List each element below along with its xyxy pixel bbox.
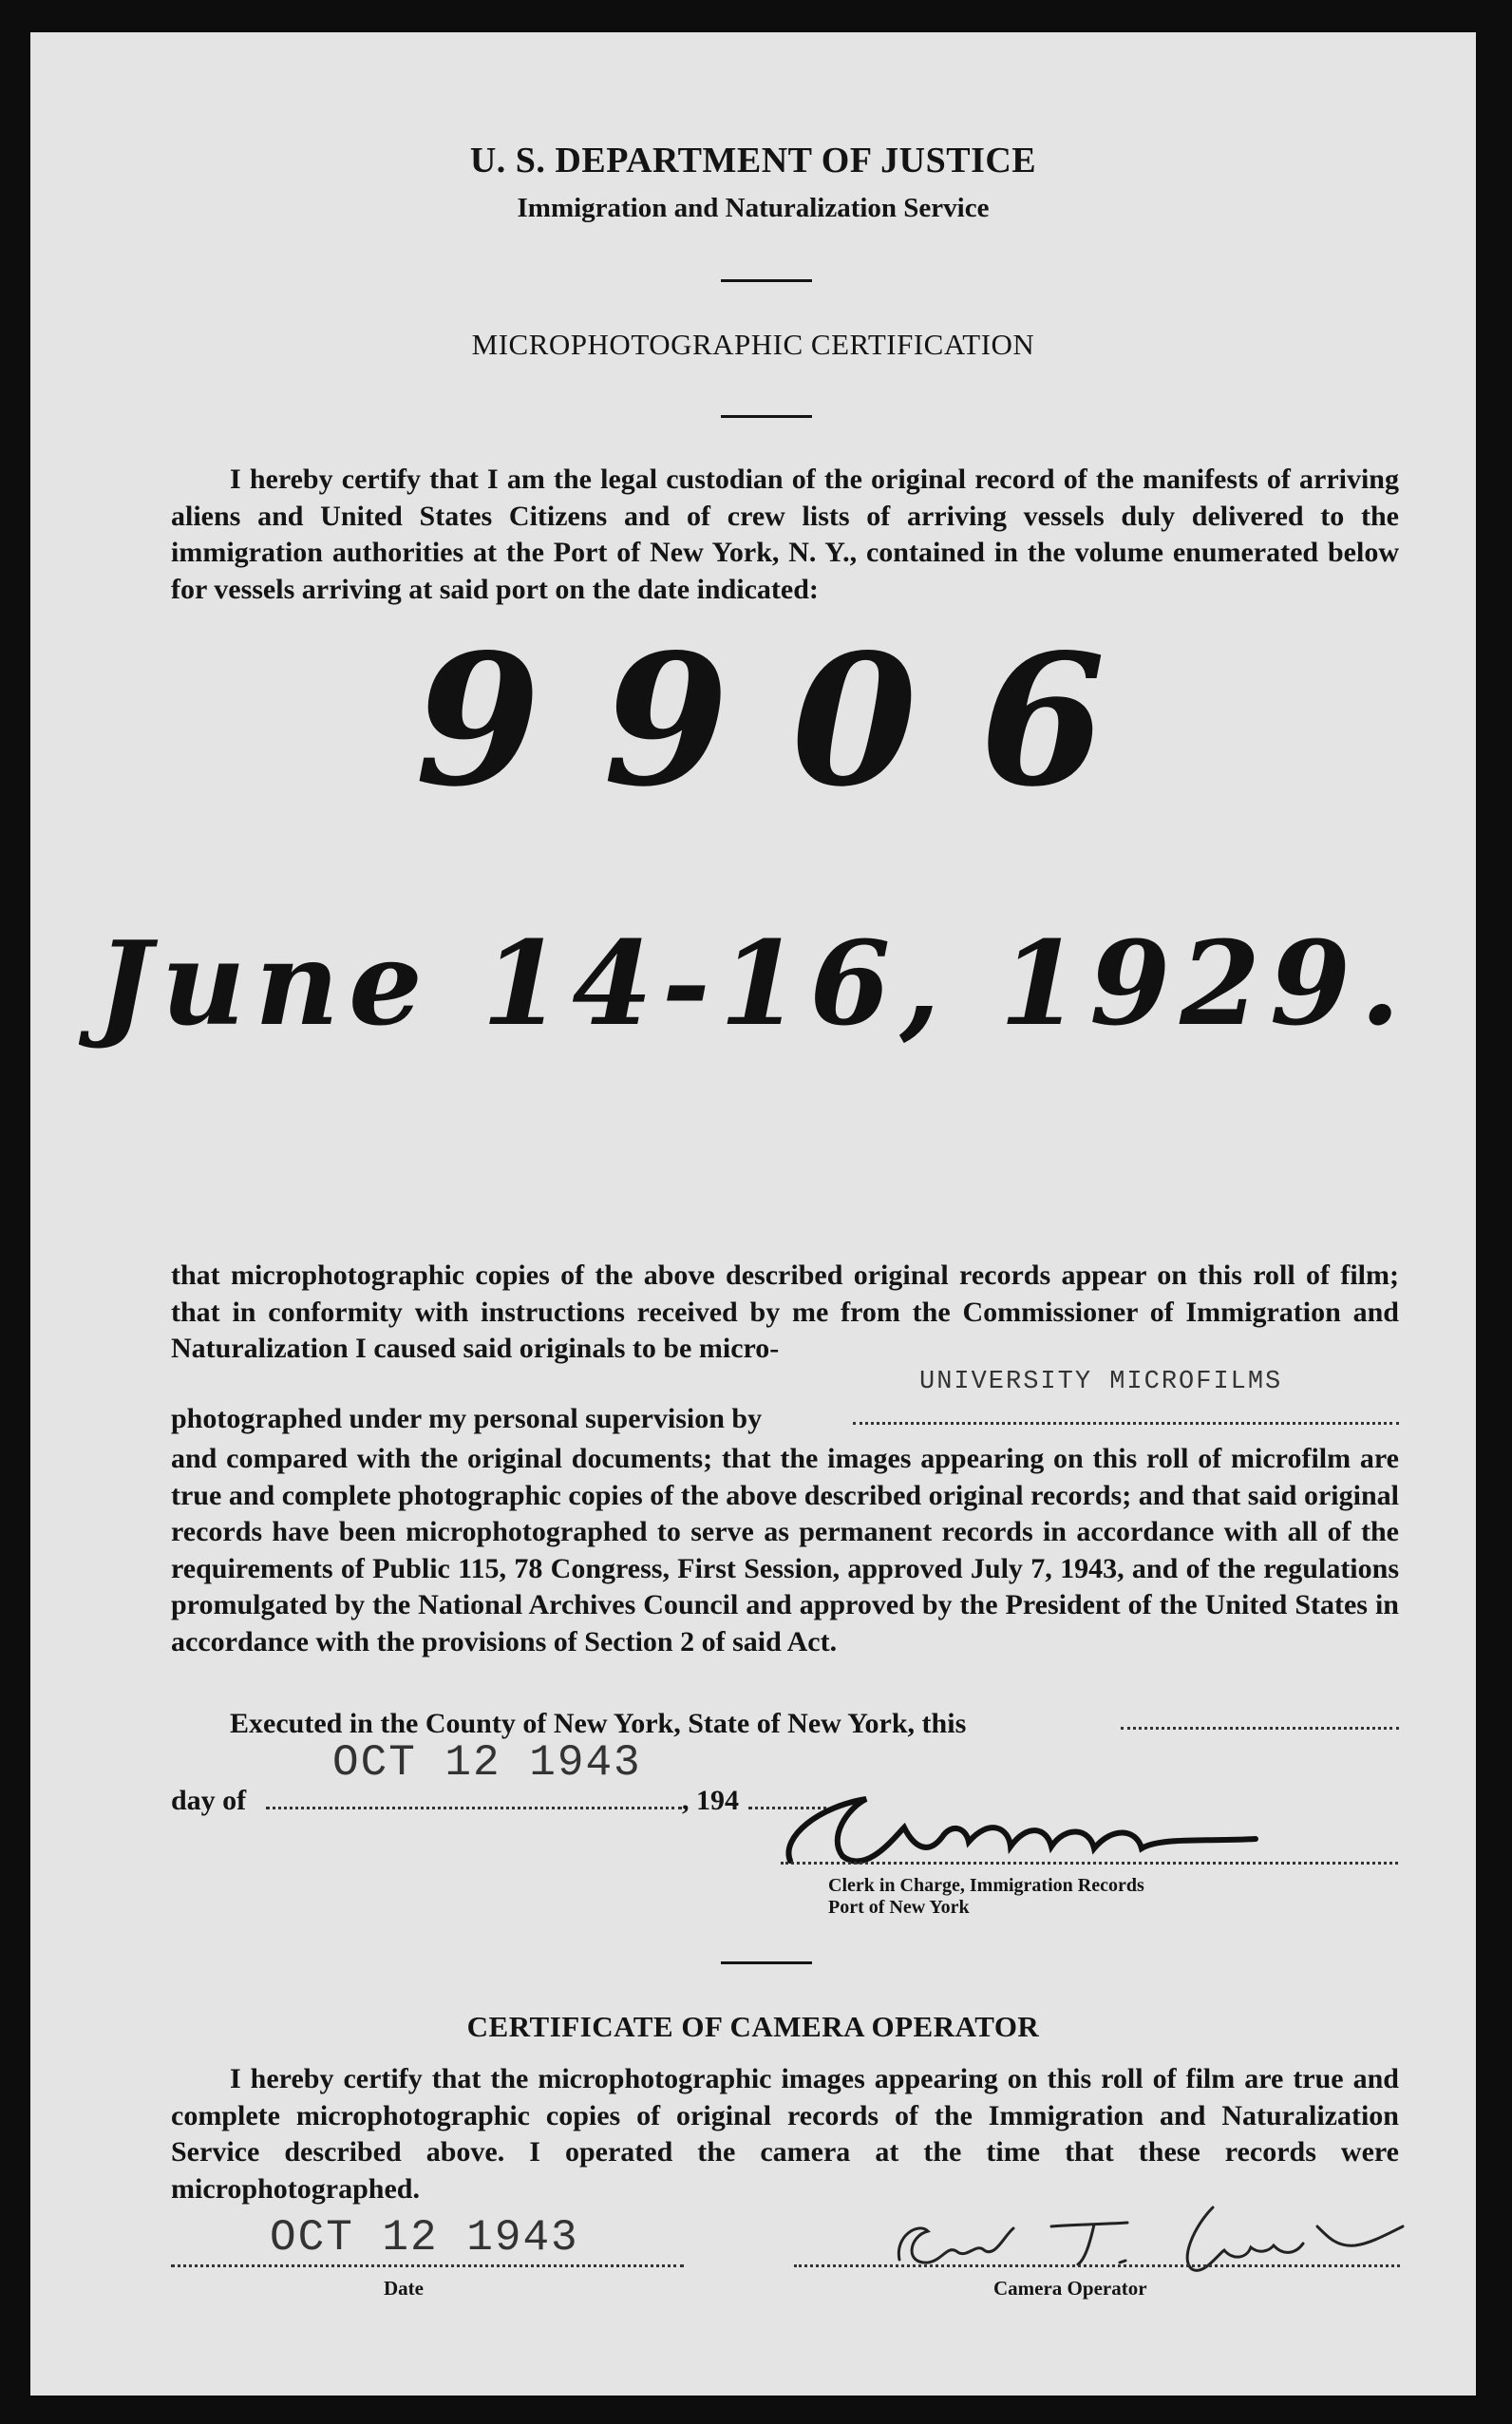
clerk-location: Port of New York bbox=[828, 1897, 970, 1918]
body-paragraph-2: and compared with the original documents; that the images appearing on this roll of microfilm are true and complete photographic copies of the above described original records; and that said original records have been microphotographed to serve as permanent records in accordance with all of the requirements of Public 115, 78 Congress, First Session, approved July 7, 1943, and of the regulations promulgated by the National Archives Council and approved by the President of the United States in accordance with the provisions of Section 2 of said Act. bbox=[171, 1443, 1399, 1657]
intro-paragraph: I hereby certify that I am the legal custodian of the original record of the manifests of arriving aliens and United States Citizens and of crew lists of arriving vessels duly delivered to the immigration authorities at the Port of New York, N. Y., contained in the volume enumerated below for vessels arriving at said port on the date indicated: bbox=[171, 464, 1399, 605]
clerk-title: Clerk in Charge, Immigration Records bbox=[828, 1875, 1144, 1896]
camera-certificate-title: CERTIFICATE OF CAMERA OPERATOR bbox=[466, 2010, 1040, 2043]
day-of-label: day of bbox=[171, 1785, 247, 1816]
divider bbox=[721, 279, 812, 282]
signature-line bbox=[781, 1862, 1398, 1865]
camera-certificate-text: I hereby certify that the microphotographic images appearing on this roll of film are true and complete microphotographic copies of original records of the Immigration and Naturalization Service described above. I operated the camera at the time that these records were microphotographed. bbox=[171, 2063, 1399, 2205]
clerk-signature bbox=[762, 1771, 1322, 1884]
dotted-blank bbox=[266, 1807, 682, 1809]
divider bbox=[721, 1961, 812, 1964]
body-paragraph-1: that microphotographic copies of the above described original records appear on this roll of film; that in conformity with instructions received by me from the Commissioner of Immigration and Naturalization I caused said originals to be micro- bbox=[171, 1259, 1399, 1364]
certificate-page bbox=[30, 32, 1476, 2396]
operator-line bbox=[794, 2264, 1400, 2267]
executed-line bbox=[171, 1706, 1399, 1742]
dotted-blank bbox=[853, 1422, 1399, 1425]
divider bbox=[721, 415, 812, 418]
operator-date-stamp: OCT 12 1943 bbox=[270, 2213, 579, 2263]
executed-text: Executed in the County of New York, State of New York, this bbox=[230, 1708, 967, 1739]
agency-heading: U. S. DEPARTMENT OF JUSTICE bbox=[469, 141, 1037, 180]
photographed-by-label: photographed under my personal supervision by bbox=[171, 1403, 763, 1434]
dotted-blank bbox=[1121, 1727, 1399, 1730]
service-subheading: Immigration and Naturalization Service bbox=[517, 193, 990, 223]
year-label: , 194 bbox=[682, 1785, 739, 1816]
executed-date-stamp: OCT 12 1943 bbox=[332, 1738, 642, 1788]
camera-operator-label: Camera Operator bbox=[993, 2277, 1147, 2300]
handwritten-volume-number: 9906 bbox=[415, 615, 1168, 826]
date-line bbox=[171, 2264, 684, 2267]
certification-title: MICROPHOTOGRAPHIC CERTIFICATION bbox=[471, 328, 1035, 361]
photographed-by-line bbox=[171, 1401, 1399, 1437]
handwritten-date-range: June 14-16, 1929. bbox=[97, 915, 1410, 1051]
date-label: Date bbox=[384, 2277, 424, 2300]
photographer-stamp: UNIVERSITY MICROFILMS bbox=[919, 1368, 1283, 1396]
